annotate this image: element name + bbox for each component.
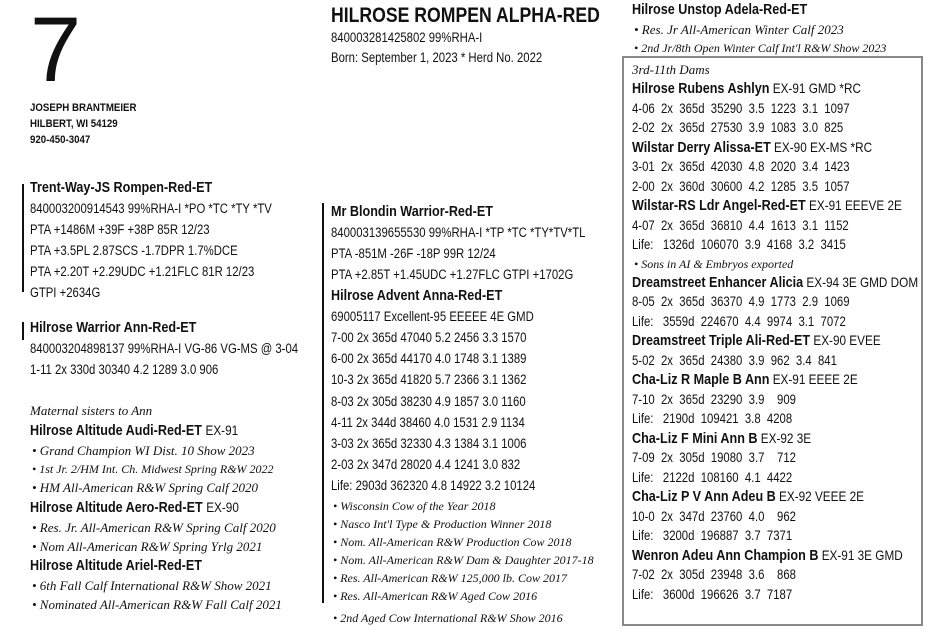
dam-name: Hilrose Warrior Ann-Red-ET <box>30 319 197 336</box>
dam-entry-name: Dreamstreet Enhancer Alicia EX-94 3E GMD DOM <box>632 273 919 291</box>
dam-sire-line: 840003139655530 99%RHA-I *TP *TC *TY*TV*TL <box>331 225 586 240</box>
dam-entry-name: Cha-Liz R Maple B Ann EX-91 EEEE 2E <box>632 371 858 388</box>
sister-note: • Nom All-American R&W Spring Yrlg 2021 <box>32 539 263 554</box>
dam-sire-block <box>331 202 634 285</box>
dam-entry-name: Hilrose Rubens Ashlyn EX-91 GMD *RC <box>632 80 861 97</box>
dam-entry-record: 4-06 2x 365d 35290 3.5 1223 3.1 1097 <box>632 100 850 116</box>
dam-entry-record: 3-01 2x 365d 42030 4.8 2020 3.4 1423 <box>632 159 850 174</box>
consignor-name: JOSEPH BRANTMEIER <box>30 102 137 114</box>
record-line: 6-00 2x 365d 44170 4.0 1748 3.1 1389 <box>331 351 527 367</box>
achievement-note: • 2nd Aged Cow International R&W Show 2016 <box>333 610 563 625</box>
record-line: 4-11 2x 344d 38460 4.0 1531 2.9 1134 <box>331 414 525 430</box>
dam-entry-name: Wenron Adeu Ann Champion B EX-91 3E GMD <box>632 546 903 564</box>
sister-note: • Nominated All-American R&W Fall Calf 2021 <box>32 597 282 612</box>
lot-number: 7 <box>30 0 82 101</box>
sire-bar <box>22 184 24 292</box>
dam-entry-name: Wilstar-RS Ldr Angel-Red-ET EX-91 EEEVE 2E <box>632 197 902 214</box>
dams-box-content <box>632 60 948 604</box>
dam-entry-record: 2-02 2x 365d 27530 3.9 1083 3.0 825 <box>632 120 844 135</box>
dam-line: 1-11 2x 330d 30340 4.2 1289 3.0 906 <box>30 362 219 377</box>
animal-header <box>331 4 651 68</box>
dam-entry-record: 4-07 2x 365d 36810 4.4 1613 3.1 1152 <box>632 217 849 233</box>
record-line: Life: 2903d 362320 4.8 14922 3.2 10124 <box>331 478 536 494</box>
consignor-phone: 920-450-3047 <box>30 134 91 146</box>
second-dam-name: Hilrose Advent Anna-Red-ET <box>331 287 503 304</box>
sister-note: • 1st Jr. 2/HM Int. Ch. Midwest Spring R&W 2022 <box>32 462 274 476</box>
dam-entry-record: 5-02 2x 365d 24380 3.9 962 3.4 841 <box>632 352 837 368</box>
record-line: 2-03 2x 347d 28020 4.4 1241 3.0 832 <box>331 457 521 473</box>
topright-note: • 2nd Jr/8th Open Winter Calf Int'l R&W Show 2023 <box>634 41 887 55</box>
sire-block <box>30 178 318 303</box>
dam-entry-record: 10-0 2x 347d 23760 4.0 962 <box>632 508 796 524</box>
dam-sire-line: PTA +2.85T +1.45UDC +1.27FLC GTPI +1702G <box>331 267 574 282</box>
dam-entry-record: Life: 2190d 109421 3.8 4208 <box>632 411 793 426</box>
second-dam-notes <box>331 497 594 627</box>
dam-sire-name: Mr Blondin Warrior-Red-ET <box>331 203 493 220</box>
dam-entry-name: Dreamstreet Triple Ali-Red-ET EX-90 EVEE <box>632 332 881 349</box>
sire-line: PTA +2.20T +2.29UDC +1.21FLC 81R 12/23 <box>30 264 255 279</box>
achievement-note: • Wisconsin Cow of the Year 2018 <box>333 498 496 513</box>
record-line: 10-3 2x 365d 41820 5.7 2366 3.1 1362 <box>331 372 527 388</box>
dam-entry-record: 8-05 2x 365d 36370 4.9 1773 2.9 1069 <box>632 294 850 309</box>
achievement-note: • Res. All-American R&W Aged Cow 2016 <box>333 588 538 603</box>
achievement-note: • Nom. All-American R&W Dam & Daughter 2017-18 <box>333 552 594 567</box>
sire-line: PTA +1486M +39F +38P 85R 12/23 <box>30 222 210 237</box>
record-line: 8-03 2x 305d 38230 4.9 1857 3.0 1160 <box>331 393 526 409</box>
dam-entry-record: Life: 3559d 224670 4.4 9974 3.1 7072 <box>632 313 846 329</box>
dam-entry-record: 7-10 2x 365d 23290 3.9 909 <box>632 391 796 407</box>
dam-entry-record: 2-00 2x 360d 30600 4.2 1285 3.5 1057 <box>632 178 850 194</box>
dam-entry-record: Life: 3200d 196887 3.7 7371 <box>632 528 793 543</box>
dam-entry-name: Cha-Liz F Mini Ann B EX-92 3E <box>632 429 812 447</box>
maternal-sisters <box>30 401 282 614</box>
sister-name: Hilrose Altitude Aero-Red-ET EX-90 <box>30 499 239 516</box>
sister-name: Hilrose Altitude Audi-Red-ET EX-91 <box>30 422 239 439</box>
second-dam-records <box>331 327 594 497</box>
second-dam-class: 69005117 Excellent-95 EEEEE 4E GMD <box>331 309 534 324</box>
topright-block <box>632 0 886 57</box>
sister-note: • 6th Fall Calf International R&W Show 2021 <box>32 578 272 593</box>
dams-box-heading: 3rd-11th Dams <box>632 62 710 77</box>
consignor-city: HILBERT, WI 54129 <box>30 118 118 130</box>
sire-line: GTPI +2634G <box>30 285 101 300</box>
sire-line: 840003200914543 99%RHA-I *PO *TC *TY *TV <box>30 201 272 216</box>
dam-entry-record: 7-09 2x 305d 19080 3.7 712 <box>632 450 796 465</box>
maternal-heading: Maternal sisters to Ann <box>30 403 153 418</box>
center-bar <box>322 203 324 603</box>
topright-name: Hilrose Unstop Adela-Red-ET <box>632 1 808 18</box>
dam-entry-name: Wilstar Derry Alissa-ET EX-90 EX-MS *RC <box>632 138 873 156</box>
dam-entry-record: Life: 1326d 106070 3.9 4168 3.2 3415 <box>632 237 846 252</box>
dam-entry-record: Life: 3600d 196626 3.7 7187 <box>632 586 793 602</box>
achievement-note: • Nasco Int'l Type & Production Winner 2018 <box>333 516 552 531</box>
dam-entry-name: Cha-Liz P V Ann Adeu B EX-92 VEEE 2E <box>632 488 864 505</box>
dam-bar <box>22 322 24 340</box>
dam-line: 840003204898137 99%RHA-I VG-86 VG-MS @ 3-04 <box>30 341 299 356</box>
achievement-note: • Nom. All-American R&W Production Cow 2018 <box>333 534 572 549</box>
dam-block <box>30 318 349 380</box>
second-dam-block <box>331 286 594 627</box>
achievement-note: • Res. All-American R&W 125,000 lb. Cow 2017 <box>333 570 567 585</box>
sister-name: Hilrose Altitude Ariel-Red-ET <box>30 557 202 574</box>
dam-entry-note: • Sons in AI & Embryos exported <box>634 256 794 271</box>
animal-name: HILROSE ROMPEN ALPHA-RED <box>331 4 600 27</box>
topright-note: • Res. Jr All-American Winter Calf 2023 <box>634 22 844 37</box>
dam-sire-line: PTA -851M -26F -18P 99R 12/24 <box>331 246 496 261</box>
sister-note: • HM All-American R&W Spring Calf 2020 <box>32 480 259 495</box>
sister-note: • Grand Champion WI Dist. 10 Show 2023 <box>32 443 255 458</box>
dam-entry-record: Life: 2122d 108160 4.1 4422 <box>632 469 793 485</box>
sister-note: • Res. Jr. All-American R&W Spring Calf 2020 <box>32 520 276 535</box>
consignor-info <box>30 100 151 148</box>
record-line: 7-00 2x 365d 47040 5.2 2456 3.3 1570 <box>331 330 527 345</box>
animal-born: Born: September 1, 2023 * Herd No. 2022 <box>331 50 543 65</box>
animal-id: 840003281425802 99%RHA-I <box>331 30 483 45</box>
sire-line: PTA +3.5PL 2.87SCS -1.7DPR 1.7%DCE <box>30 243 238 258</box>
sire-name: Trent-Way-JS Rompen-Red-ET <box>30 179 213 196</box>
record-line: 3-03 2x 365d 32330 4.3 1384 3.1 1006 <box>331 436 527 452</box>
dam-entry-record: 7-02 2x 305d 23948 3.6 868 <box>632 567 796 582</box>
